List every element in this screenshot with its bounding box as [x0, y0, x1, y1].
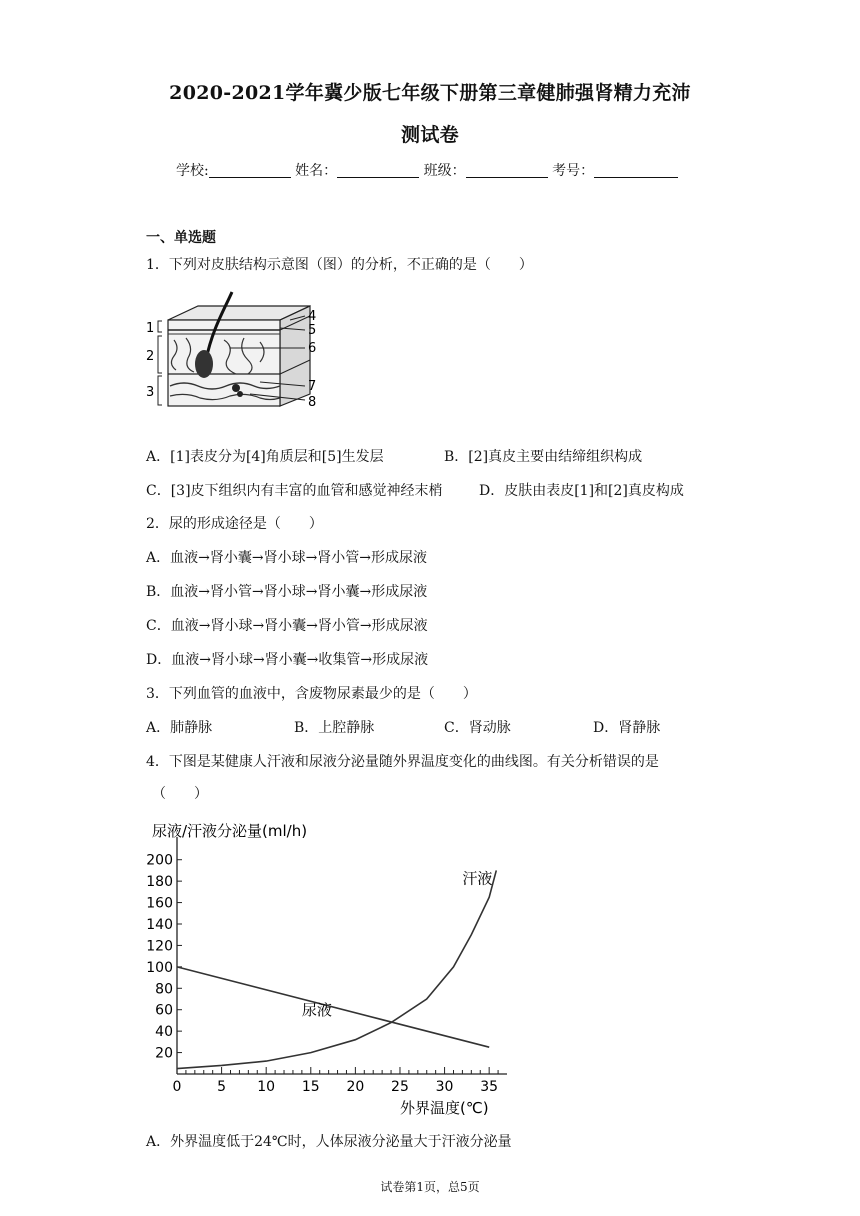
student-info-row — [176, 160, 678, 180]
label-1: 1 — [146, 321, 155, 336]
q2-stem: 2．尿的形成途径是（ ） — [146, 516, 323, 532]
series-label-尿液: 尿液 — [301, 1001, 332, 1020]
q3-option-d[interactable]: D．肾静脉 — [593, 720, 661, 736]
q1-option-a[interactable]: A．[1]表皮分为[4]角质层和[5]生发层 — [146, 449, 384, 465]
q1-option-c[interactable]: C．[3]皮下组织内有丰富的血管和感觉神经末梢 — [146, 483, 443, 499]
q3-option-c[interactable]: C．肾动脉 — [444, 720, 511, 736]
class-blank[interactable] — [466, 163, 548, 178]
q2-option-b[interactable]: B．血液→肾小管→肾小球→肾小囊→形成尿液 — [146, 584, 428, 600]
label-7: 7 — [308, 379, 317, 394]
x-tick-label: 5 — [217, 1079, 227, 1095]
section-heading: 一、单选题 — [146, 230, 216, 246]
y-tick-label: 160 — [146, 895, 173, 912]
chart-series — [177, 869, 496, 1068]
skin-structure-diagram — [140, 290, 340, 415]
q2-option-d[interactable]: D．血液→肾小球→肾小囊→收集管→形成尿液 — [146, 652, 429, 668]
x-tick-label: 30 — [435, 1079, 454, 1095]
label-2: 2 — [146, 349, 155, 364]
y-tick-label: 40 — [155, 1024, 173, 1041]
page-footer: 试卷第1页，总5页 — [380, 1180, 480, 1194]
school-blank[interactable] — [209, 163, 291, 178]
series-label-汗液: 汗液 — [462, 869, 493, 888]
x-tick-label: 15 — [301, 1079, 320, 1095]
label-6: 6 — [308, 341, 317, 356]
y-tick-label: 140 — [146, 917, 173, 933]
label-3: 3 — [146, 385, 155, 400]
secretion-vs-temperature-chart — [140, 812, 520, 1122]
y-tick-label: 200 — [146, 852, 173, 869]
q3-option-a[interactable]: A．肺静脉 — [146, 720, 213, 736]
label-4: 4 — [308, 309, 317, 324]
label-8: 8 — [308, 395, 317, 410]
y-tick-label: 80 — [155, 981, 173, 998]
q4-stem-line2: （ ） — [152, 786, 208, 802]
chart-y-axis-label: 尿液/汗液分泌量(ml/h) — [152, 822, 308, 840]
x-tick-label: 25 — [391, 1079, 409, 1095]
chart-axes — [146, 837, 507, 1095]
school-label: 学校: — [176, 163, 209, 179]
series-line-汗液 — [177, 870, 496, 1068]
x-tick-label: 0 — [172, 1079, 182, 1095]
q4-option-a[interactable]: A．外界温度低于24℃时，人体尿液分泌量大于汗液分泌量 — [146, 1134, 512, 1150]
y-tick-label: 180 — [146, 874, 173, 891]
exam-title-line2: 测试卷 — [401, 124, 459, 146]
x-tick-label: 10 — [257, 1079, 276, 1095]
name-label: 姓名： — [295, 163, 338, 179]
label-5: 5 — [308, 323, 317, 338]
y-tick-label: 20 — [155, 1045, 173, 1062]
y-tick-label: 120 — [146, 938, 173, 955]
q1-stem: 1．下列对皮肤结构示意图（图）的分析，不正确的是（ ） — [146, 257, 533, 273]
q3-stem: 3．下列血管的血液中，含废物尿素最少的是（ ） — [146, 686, 477, 702]
q4-stem-line1: 4．下图是某健康人汗液和尿液分泌量随外界温度变化的曲线图。有关分析错误的是 — [146, 754, 659, 770]
exam-no-blank[interactable] — [594, 163, 678, 178]
name-blank[interactable] — [337, 163, 419, 178]
q1-option-b[interactable]: B．[2]真皮主要由结缔组织构成 — [444, 449, 643, 465]
q2-option-c[interactable]: C．血液→肾小球→肾小囊→肾小管→形成尿液 — [146, 618, 428, 634]
class-label: 班级： — [423, 163, 466, 179]
x-tick-label: 35 — [480, 1079, 499, 1095]
exam-no-label: 考号： — [552, 163, 595, 179]
y-tick-label: 100 — [146, 959, 173, 976]
x-tick-label: 20 — [346, 1079, 365, 1095]
y-tick-label: 60 — [155, 1002, 173, 1019]
series-line-尿液 — [177, 967, 489, 1047]
exam-title-line1: 2020-2021学年冀少版七年级下册第三章健肺强肾精力充沛 — [169, 82, 691, 104]
q1-option-d[interactable]: D．皮肤由表皮[1]和[2]真皮构成 — [479, 483, 684, 499]
q3-option-b[interactable]: B．上腔静脉 — [294, 720, 375, 736]
chart-x-axis-label: 外界温度(℃) — [400, 1099, 489, 1117]
q2-option-a[interactable]: A．血液→肾小囊→肾小球→肾小管→形成尿液 — [146, 550, 428, 566]
